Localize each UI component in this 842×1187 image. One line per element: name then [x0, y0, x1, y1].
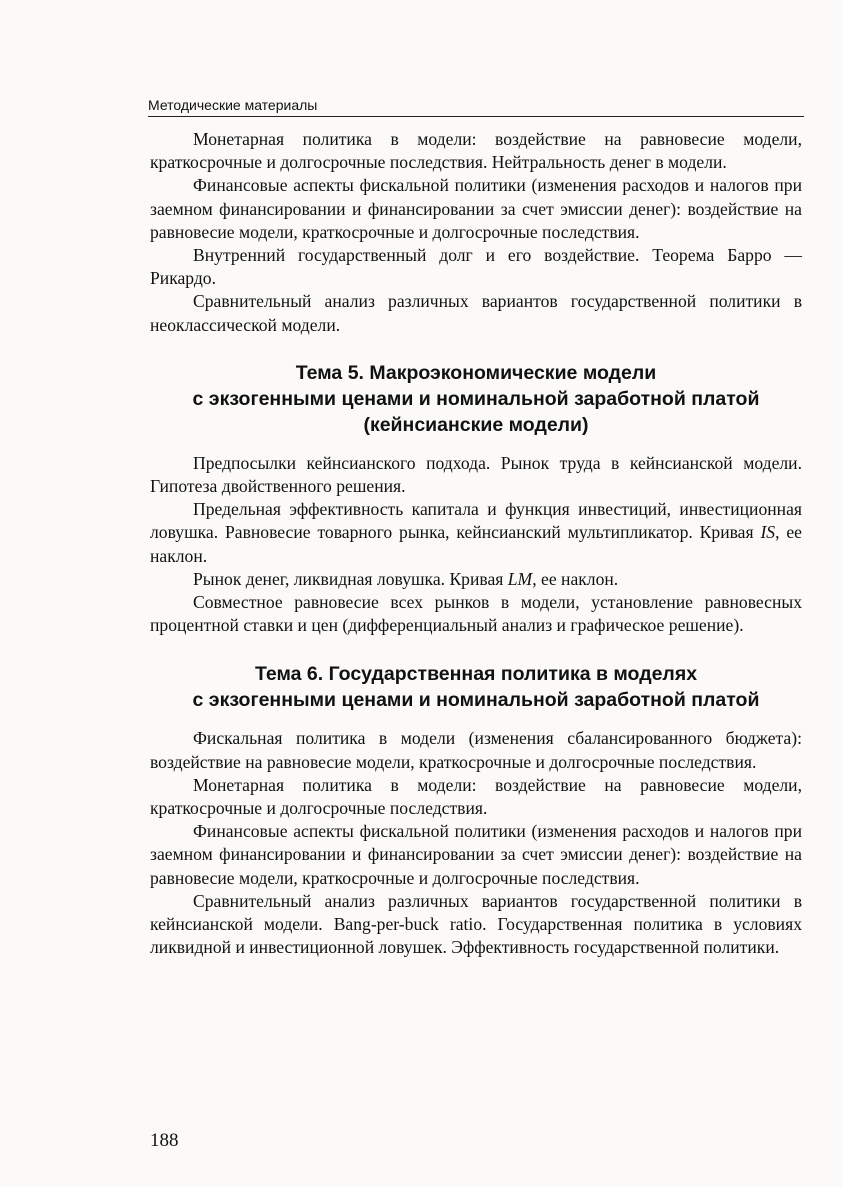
paragraph-keynesian-premises: Предпосылки кейнсианского подхода. Рынок труда в кейнсианской модели. Гипотеза двойственного решения.	[150, 452, 802, 497]
page-body	[150, 128, 802, 959]
running-header: Методические материалы	[148, 97, 804, 117]
paragraph-fiscal-policy-keynesian: Фискальная политика в модели (изменения сбалансированного бюджета): воздействие на равновесие модели, краткосрочные и долгосрочные последствия.	[150, 728, 802, 772]
topic-5-title-line: с экзогенными ценами и номинальной заработной платой	[192, 387, 760, 410]
paragraph-fiscal-financing-keynesian: Финансовые аспекты фискальной политики (изменения расходов и налогов при заемном финансировании и финансировании за счет эмиссии денег): воздействие на равновесие модели, краткосрочные и долгосрочные последствия.	[150, 821, 802, 888]
paragraph-comparative-analysis-neoclassical: Сравнительный анализ различных вариантов государственной политики в неоклассической модели.	[150, 291, 802, 335]
paragraph-public-debt: Внутренний государственный долг и его воздействие. Теорема Барро — Рикардо.	[150, 245, 802, 289]
curve-symbol: IS	[760, 522, 776, 543]
page-number: 188	[150, 1130, 179, 1151]
paragraph-monetary-policy-keynesian: Монетарная политика в модели: воздействие на равновесие модели, краткосрочные и долгосрочные последствия.	[150, 774, 802, 819]
paragraph-fiscal-financing-neoclassical: Финансовые аспекты фискальной политики (изменения расходов и налогов при заемном финансировании и финансировании за счет эмиссии денег): воздействие на равновесие модели, краткосрочные и долгосрочные последствия.	[150, 175, 802, 242]
paragraph-lm-curve: Рынок денег, ликвидная ловушка. Кривая LM, ее наклон.	[193, 568, 619, 589]
topic-6-title-line: с экзогенными ценами и номинальной заработной платой	[192, 689, 760, 712]
topic-5-title-line: Тема 5. Макроэкономические модели	[295, 361, 657, 384]
paragraph-joint-equilibrium: Совместное равновесие всех рынков в модели, установление равновесных процентной ставки и цен (дифференциальный анализ и графическое решение).	[150, 592, 802, 636]
topic-6-heading	[150, 661, 802, 713]
topic-6-title-line: Тема 6. Государственная политика в моделях	[254, 663, 698, 686]
topic-5-heading	[150, 360, 802, 438]
curve-symbol: LM	[507, 568, 533, 589]
paragraph-is-curve: Предельная эффективность капитала и функция инвестиций, инвестиционная ловушка. Равновесие товарного рынка, кейнсианский мультипликатор. Кривая IS, ее наклон.	[150, 499, 802, 566]
paragraph-monetary-policy-neoclassical: Монетарная политика в модели: воздействие на равновесие модели, краткосрочные и долгосрочные последствия. Нейтральность денег в модели.	[150, 129, 802, 173]
topic-5-title-line: (кейнсианские модели)	[363, 413, 589, 436]
paragraph-comparative-analysis-keynesian: Сравнительный анализ различных вариантов государственной политики в кейнсианской модели. Bang-per-buck ratio. Государственная политика в условиях ликвидной и инвестиционной ловушек. Эффективность государственной политики.	[150, 890, 802, 958]
